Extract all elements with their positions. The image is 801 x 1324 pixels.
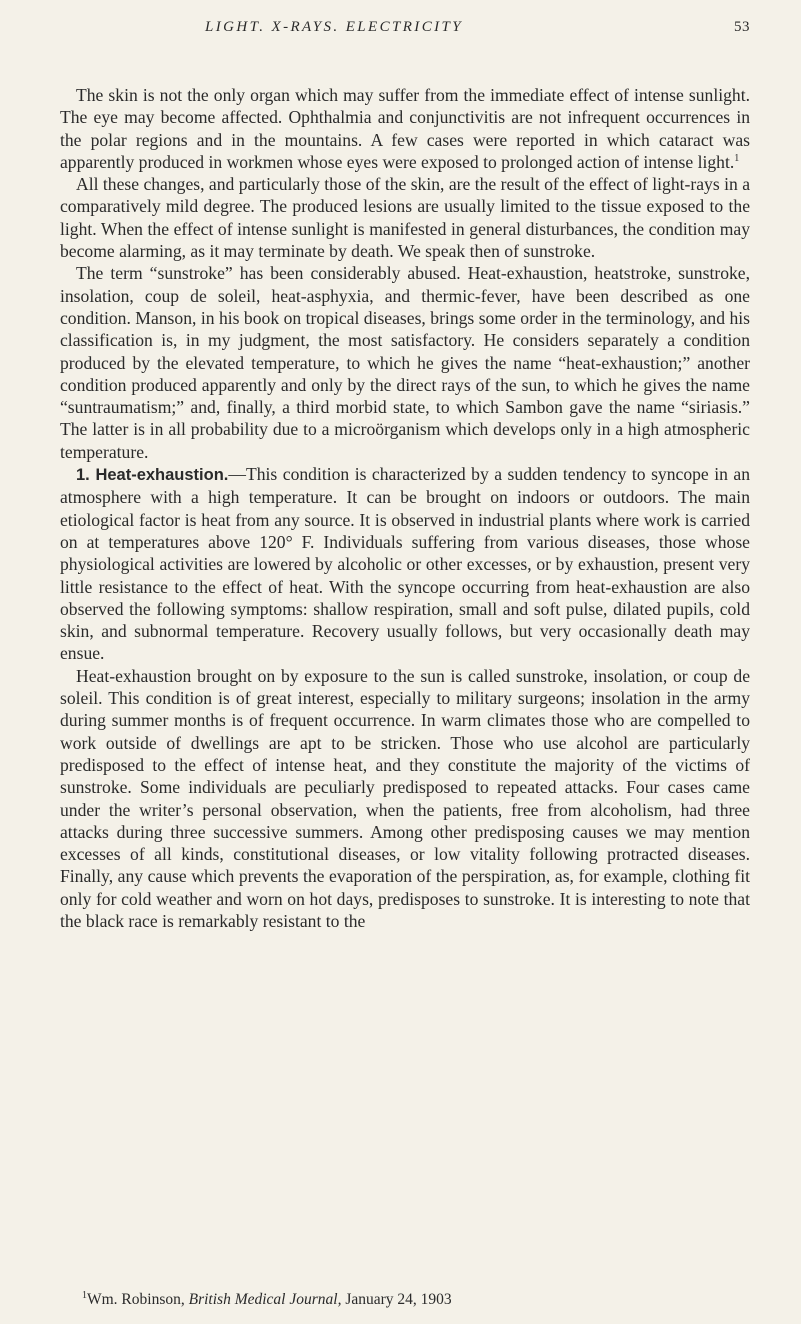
book-page	[60, 16, 750, 932]
page-number: 53	[734, 19, 750, 35]
paragraph	[60, 463, 750, 665]
paragraph-text: All these changes, and particularly those of the skin, are the result of the effect of light-rays in a comparatively mild degree. The produced lesions are usually limited to the tissue exposed to the light. When the effect of intense sunlight is manifested in general disturbances, the condition may become alarming, as it may terminate by death. We speak then of sunstroke.	[60, 174, 750, 262]
running-head	[60, 16, 750, 40]
footnote-journal: British Medical Journal,	[188, 1291, 342, 1308]
body-text	[60, 84, 750, 932]
footnote-author: Wm. Robinson,	[87, 1291, 185, 1308]
paragraph-text: The skin is not the only organ which may suffer from the immediate effect of intense sunlight. The eye may become affected. Ophthalmia and conjunctivitis are not infrequent occurrences in the polar regions and in the mountains. A few cases were reported in which cataract was apparently produced in workmen whose eyes were exposed to prolonged action of intense light.	[60, 85, 750, 172]
paragraph	[60, 84, 750, 173]
footnote-ref: 1	[734, 153, 740, 165]
paragraph	[60, 665, 750, 933]
footnote	[60, 1290, 750, 1310]
section-heading: 1. Heat-exhaustion.	[76, 466, 229, 485]
paragraph	[60, 262, 750, 463]
footnote-marker: 1	[82, 1289, 87, 1301]
paragraph-text: Heat-exhaustion brought on by exposure to the sun is called sunstroke, insolation, or coup de soleil. This condition is of great interest, especially to military surgeons; insolation in the army during summer months is of frequent occurrence. In warm climates those who are compelled to work outside of dwellings are apt to be stricken. Those who use alcohol are particularly predisposed to the effect of intense heat, and they constitute the majority of the victims of sunstroke. Some individuals are peculiarly predisposed to repeated attacks. Four cases came under the writer’s personal observation, when the patients, free from alcoholism, had three attacks during three successive summers. Among other predisposing causes we may mention excesses of all kinds, constitutional diseases, or low vitality following protracted diseases. Finally, any cause which prevents the evaporation of the perspiration, as, for example, clothing fit only for cold weather and worn on hot days, predisposes to sunstroke. It is interesting to note that the black race is remarkably resistant to the	[60, 665, 750, 931]
running-title: LIGHT. X-RAYS. ELECTRICITY	[205, 19, 463, 35]
footnote-date: January 24, 1903	[345, 1291, 452, 1308]
paragraph-text: The term “sunstroke” has been considerably abused. Heat-exhaustion, heatstroke, sunstroke, insolation, coup de soleil, heat-asphyxia, and thermic-fever, have been described as one condition. Manson, in his book on tropical diseases, brings some order in the terminology, and his classification is, in my judgment, the most satisfactory. He considers separately a condition produced by the elevated temperature, to which he gives the name “heat-exhaustion;” another condition produced apparently and only by the direct rays of the sun, to which he gives the name “suntraumatism;” and, finally, a third morbid state, to which Sambon gave the name “siriasis.” The latter is in all probability due to a microörganism which develops only in a high atmospheric temperature.	[60, 263, 750, 462]
paragraph	[60, 173, 750, 262]
paragraph-text: —This condition is characterized by a sudden tendency to syncope in an atmosphere with a high temperature. It can be brought on indoors or outdoors. The main etiological factor is heat from any source. It is observed in industrial plants where work is carried on at temperatures above 120° F. Individuals suffering from various diseases, those whose physiological activities are lowered by alcoholic or other excesses, or by exhaustion, present very little resistance to the effect of heat. With the syncope occurring from heat-exhaustion are also observed the following symptoms: shallow respiration, small and soft pulse, dilated pupils, cold skin, and subnormal temperature. Recovery usually follows, but very occasionally death may ensue.	[60, 464, 750, 664]
